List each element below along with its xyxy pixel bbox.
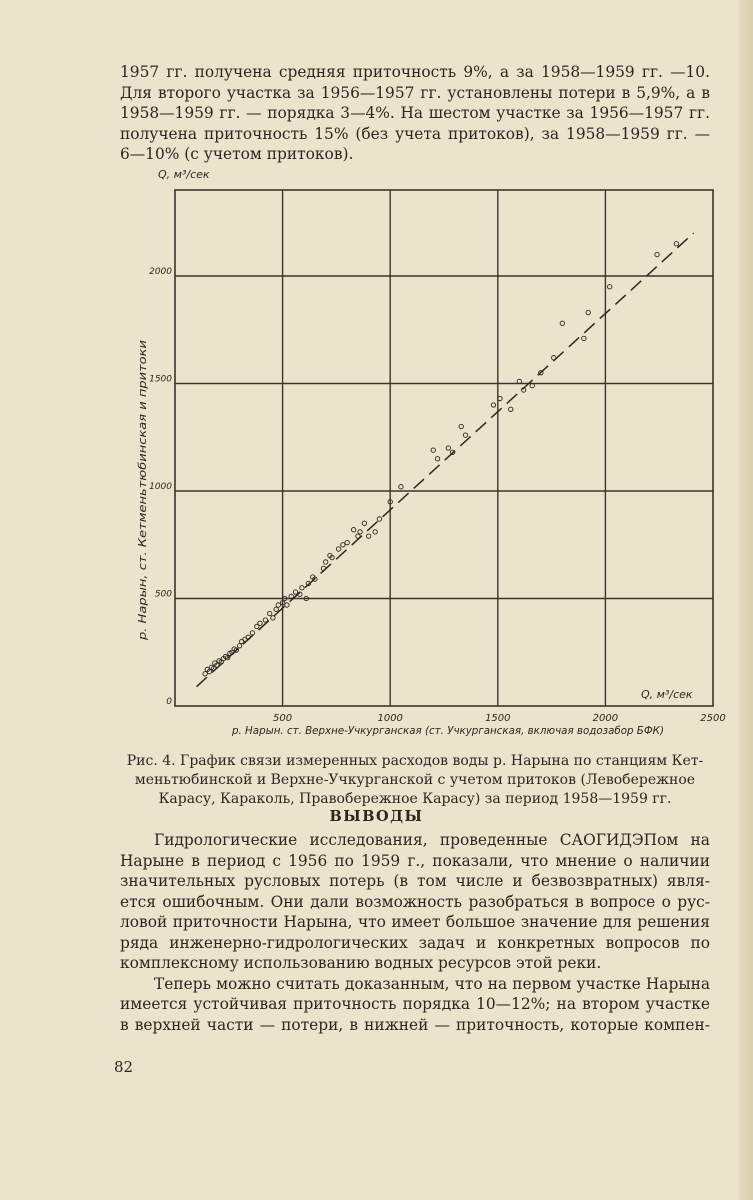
x-axis-station-label: р. Нарын. ст. Верхне-Учкурганская (ст. Учкурганская, включая водозабор БФК)	[231, 724, 664, 737]
data-point	[341, 543, 345, 547]
data-point	[399, 485, 403, 489]
text-line: Гидрологические исследования, проведенные САОГИДЭПом на	[154, 831, 710, 849]
data-point	[446, 446, 450, 450]
data-point	[356, 534, 360, 538]
text-line: Нарыне в период с 1956 по 1959 г., показали, что мнение о наличии	[120, 851, 710, 870]
data-point	[435, 457, 439, 461]
data-point	[336, 547, 340, 551]
section-heading: ВЫВОДЫ	[329, 808, 424, 825]
y-tick-label: 0	[166, 697, 172, 707]
text-line: комплексному использованию водных ресурсов этой реки.	[120, 954, 602, 972]
x-tick-label: 1500	[485, 713, 511, 724]
data-point	[285, 603, 289, 607]
data-point	[655, 252, 659, 256]
data-point	[345, 540, 349, 544]
conclusions-text	[120, 830, 710, 1035]
text-line: имеется устойчивая приточность порядка 10—12%; на втором участке	[120, 995, 710, 1013]
data-point	[463, 433, 467, 437]
text-line: ловой приточности Нарына, что имеет большое значение для решения	[120, 913, 710, 931]
caption-line: Карасу, Караколь, Правобережное Карасу) за период 1958—1959 гг.	[158, 791, 672, 807]
data-point	[366, 534, 370, 538]
data-point	[267, 611, 271, 615]
data-point	[300, 586, 304, 590]
y-axis-station-label: р. Нарын, ст. Кетменьтюбинская и притоки	[136, 386, 149, 640]
text-line: получена приточность 15% (без учета притоков), за 1958—1959 гг. —	[120, 124, 710, 143]
data-point	[459, 424, 463, 428]
data-point	[377, 517, 381, 521]
figure-caption	[120, 752, 710, 809]
text-line: Теперь можно считать доказанным, что на первом участке Нарына	[154, 974, 710, 993]
data-point	[560, 321, 564, 325]
page-number: 82	[114, 1058, 134, 1076]
y-tick-label: 500	[154, 589, 172, 600]
data-point	[323, 560, 327, 564]
data-point	[263, 618, 267, 622]
data-point	[258, 621, 262, 625]
data-point	[250, 631, 254, 635]
x-tick-label: 2000	[592, 713, 619, 724]
data-point	[674, 242, 678, 246]
data-point	[237, 644, 241, 648]
data-point	[582, 336, 586, 340]
y-tick-label: 1500	[149, 374, 172, 385]
data-point	[271, 616, 275, 620]
text-line: ряда инженерно-гидрологических задач и конкретных вопросов по	[120, 933, 710, 952]
x-tick-label: 2500	[700, 713, 726, 724]
data-point	[358, 530, 362, 534]
y-tick-label: 2000	[149, 267, 172, 277]
data-point	[431, 448, 435, 452]
data-point	[552, 356, 556, 360]
caption-line: Рис. 4. График связи измеренных расходов воды р. Нарына по станциям Кет-	[126, 753, 704, 769]
x-tick-label: 500	[273, 713, 293, 724]
text-line: 1957 гг. получена средняя приточность 9%, а за 1958—1959 гг. —10.	[120, 63, 710, 81]
text-line: 1958—1959 гг. — порядка 3—4%. На шестом участке за 1956—1957 гг.	[120, 104, 710, 122]
x-axis-unit-label: Q, м³/сек	[641, 688, 693, 701]
data-point	[362, 521, 366, 525]
y-tick-label: 1000	[149, 482, 172, 492]
data-point	[274, 607, 278, 611]
text-line: ется ошибочным. Они дали возможность разобраться в вопросе о рус-	[120, 892, 710, 911]
data-point	[276, 603, 280, 607]
chart-points	[203, 242, 679, 676]
data-point	[491, 403, 495, 407]
text-line: значительных русловых потерь (в том числе и безвозвратных) явля-	[120, 872, 710, 890]
text-line: Для второго участка за 1956—1957 гг. установлены потери в 5,9%, а в	[120, 83, 710, 102]
data-point	[203, 672, 207, 676]
data-point	[608, 285, 612, 289]
data-point	[373, 530, 377, 534]
data-point	[351, 528, 355, 532]
data-point	[586, 310, 590, 314]
y-axis-unit-label: Q, м³/сек	[158, 168, 210, 181]
data-point	[293, 590, 297, 594]
caption-line: меньтюбинской и Верхне-Учкурганской с учетом притоков (Левобережное	[134, 772, 696, 788]
text-line: в верхней части — потери, в нижней — приточность, которые компен-	[120, 1015, 710, 1034]
x-tick-label: 1000	[377, 713, 403, 724]
chart-labels	[136, 168, 726, 737]
text-line: 6—10% (с учетом притоков).	[120, 145, 354, 163]
data-point	[509, 407, 513, 411]
